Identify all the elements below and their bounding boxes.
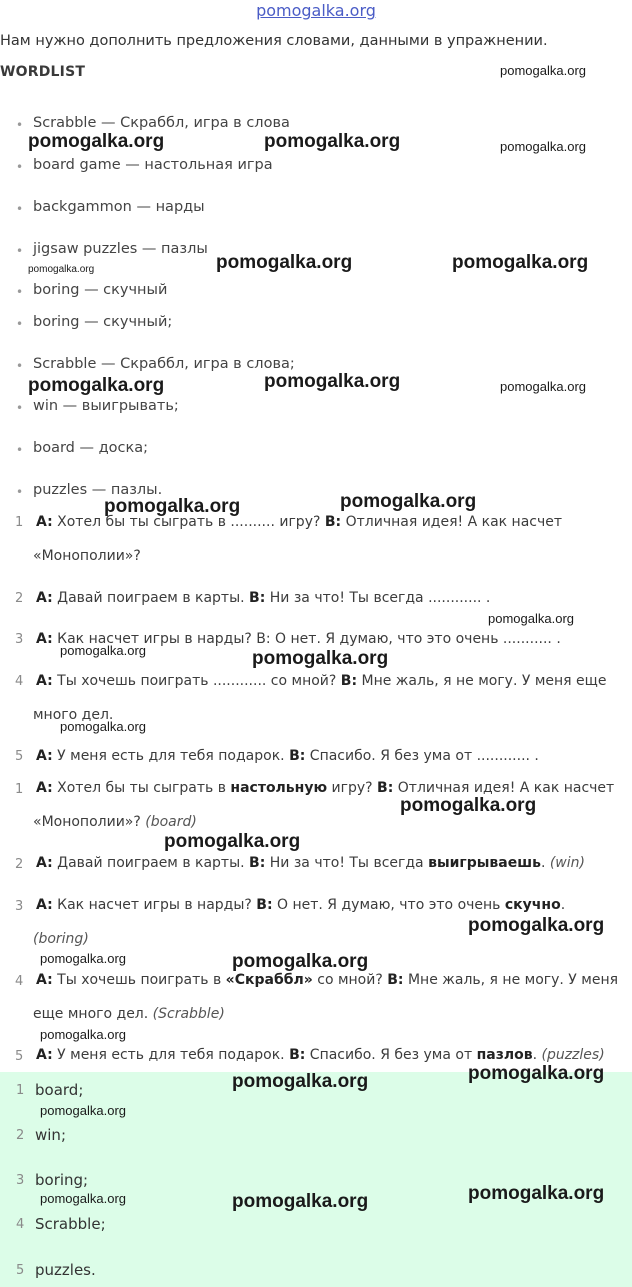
question-number: 2 bbox=[15, 591, 24, 606]
answer-number: 5 bbox=[16, 1263, 25, 1278]
watermark: pomogalka.org bbox=[500, 139, 586, 154]
wordlist-item: • boring — скучный; bbox=[33, 314, 172, 330]
question-line: A: Давай поиграем в карты. B: Ни за что! Ты всегда ............ . bbox=[36, 590, 491, 606]
question-number: 4 bbox=[15, 674, 24, 689]
watermark: pomogalka.org bbox=[252, 648, 389, 669]
intro-text: Нам нужно дополнить предложения словами, данными в упражнении. bbox=[0, 33, 548, 49]
bullet-dot-icon: • bbox=[16, 401, 24, 415]
bullet-dot-icon: • bbox=[16, 244, 24, 258]
solution-line: A: Хотел бы ты сыграть в настольную игру? B: Отличная идея! А как насчет bbox=[36, 780, 615, 796]
watermark: pomogalka.org bbox=[500, 63, 586, 78]
solution-line-cont: еще много дел. (Scrabble) bbox=[33, 1006, 225, 1022]
watermark: pomogalka.org bbox=[28, 131, 165, 152]
wordlist-item: • Scrabble — Скраббл, игра в слова; bbox=[33, 356, 295, 372]
watermark: pomogalka.org bbox=[468, 1183, 605, 1204]
answer-number: 3 bbox=[16, 1173, 25, 1188]
watermark: pomogalka.org bbox=[28, 264, 95, 275]
watermark: pomogalka.org bbox=[400, 795, 537, 816]
wordlist-item: • board game — настольная игра bbox=[33, 157, 273, 173]
watermark: pomogalka.org bbox=[104, 496, 241, 517]
question-line-cont: много дел. bbox=[33, 707, 114, 723]
question-line: A: Как насчет игры в нарды? В: О нет. Я думаю, что это очень ........... . bbox=[36, 631, 561, 647]
wordlist-heading: WORDLIST bbox=[0, 64, 86, 80]
bullet-dot-icon: • bbox=[16, 202, 24, 216]
solution-line-cont: «Монополии»? (board) bbox=[33, 814, 197, 830]
answer-number: 4 bbox=[16, 1217, 25, 1232]
bullet-dot-icon: • bbox=[16, 160, 24, 174]
bullet-dot-icon: • bbox=[16, 485, 24, 499]
watermark: pomogalka.org bbox=[232, 1191, 369, 1212]
bullet-dot-icon: • bbox=[16, 285, 24, 299]
watermark: pomogalka.org bbox=[164, 831, 301, 852]
watermark: pomogalka.org bbox=[232, 951, 369, 972]
watermark: pomogalka.org bbox=[468, 1063, 605, 1084]
watermark: pomogalka.org bbox=[40, 1027, 126, 1042]
solution-line: A: Давай поиграем в карты. B: Ни за что! Ты всегда выигрываешь. (win) bbox=[36, 855, 585, 871]
question-number: 3 bbox=[15, 632, 24, 647]
bullet-dot-icon: • bbox=[16, 443, 24, 457]
watermark: pomogalka.org bbox=[264, 371, 401, 392]
site-header-link[interactable]: pomogalka.org bbox=[256, 1, 376, 20]
solution-number: 4 bbox=[15, 974, 24, 989]
answer-text: boring; bbox=[35, 1171, 89, 1189]
question-line-cont: «Монополии»? bbox=[33, 548, 141, 564]
watermark: pomogalka.org bbox=[264, 131, 401, 152]
watermark: pomogalka.org bbox=[452, 252, 589, 273]
solution-line: A: Как насчет игры в нарды? B: О нет. Я думаю, что это очень скучно. bbox=[36, 897, 566, 913]
wordlist-item: • backgammon — нарды bbox=[33, 199, 205, 215]
watermark: pomogalka.org bbox=[340, 491, 477, 512]
watermark: pomogalka.org bbox=[216, 252, 353, 273]
question-number: 5 bbox=[15, 749, 24, 764]
solution-number: 2 bbox=[15, 857, 24, 872]
question-number: 1 bbox=[15, 515, 24, 530]
watermark: pomogalka.org bbox=[60, 643, 146, 658]
solution-number: 5 bbox=[15, 1049, 24, 1064]
watermark: pomogalka.org bbox=[488, 611, 574, 626]
solution-number: 3 bbox=[15, 899, 24, 914]
watermark: pomogalka.org bbox=[500, 379, 586, 394]
question-line: A: Ты хочешь поиграть ............ со мной? B: Мне жаль, я не могу. У меня еще bbox=[36, 673, 607, 689]
wordlist-item: • jigsaw puzzles — пазлы bbox=[33, 241, 208, 257]
answer-number: 1 bbox=[16, 1083, 25, 1098]
watermark: pomogalka.org bbox=[232, 1071, 369, 1092]
wordlist-item: • puzzles — пазлы. bbox=[33, 482, 162, 498]
watermark: pomogalka.org bbox=[40, 951, 126, 966]
bullet-dot-icon: • bbox=[16, 118, 24, 132]
answer-text: win; bbox=[35, 1126, 66, 1144]
answer-text: puzzles. bbox=[35, 1261, 96, 1279]
watermark: pomogalka.org bbox=[40, 1191, 126, 1206]
watermark: pomogalka.org bbox=[28, 375, 165, 396]
answer-number: 2 bbox=[16, 1128, 25, 1143]
watermark: pomogalka.org bbox=[468, 915, 605, 936]
question-line: A: У меня есть для тебя подарок. B: Спасибо. Я без ума от ............ . bbox=[36, 748, 539, 764]
answer-text: Scrabble; bbox=[35, 1215, 106, 1233]
watermark: pomogalka.org bbox=[40, 1103, 126, 1118]
answer-text: board; bbox=[35, 1081, 84, 1099]
question-line: A: Хотел бы ты сыграть в .......... игру? B: Отличная идея! А как насчет bbox=[36, 514, 563, 530]
solution-hint: (boring) bbox=[33, 931, 89, 947]
solution-number: 1 bbox=[15, 782, 24, 797]
bullet-dot-icon: • bbox=[16, 317, 24, 331]
solution-line: A: У меня есть для тебя подарок. B: Спасибо. Я без ума от пазлов. (puzzles) bbox=[36, 1047, 605, 1063]
wordlist-item: • win — выигрывать; bbox=[33, 398, 179, 414]
wordlist-item: • Scrabble — Скраббл, игра в слова bbox=[33, 115, 290, 131]
wordlist-item: • boring — скучный bbox=[33, 282, 167, 298]
solution-line: A: Ты хочешь поиграть в «Скраббл» со мной? B: Мне жаль, я не могу. У меня bbox=[36, 972, 619, 988]
bullet-dot-icon: • bbox=[16, 359, 24, 373]
watermark: pomogalka.org bbox=[60, 719, 146, 734]
wordlist-item: • board — доска; bbox=[33, 440, 148, 456]
